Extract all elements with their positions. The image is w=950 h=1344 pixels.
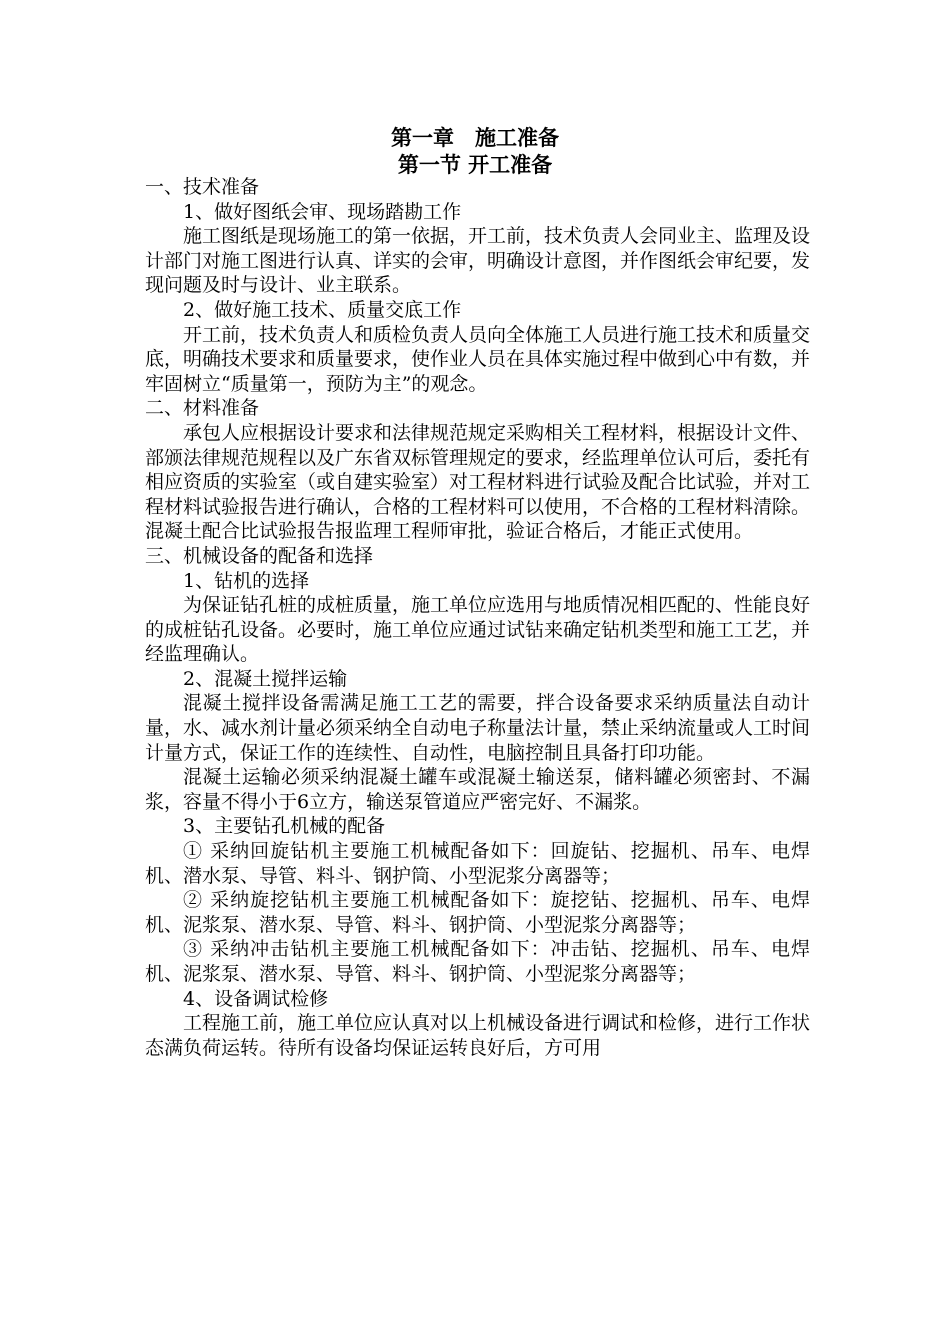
body-text [145, 175, 810, 1060]
body-paragraph: 2、做好施工技术、质量交底工作 [183, 298, 462, 321]
body-paragraph: 为保证钻孔桩的成桩质量，施工单位应选用与地质情况相匹配的、性能良好的成桩钻孔设备。必要时，施工单位应通过试钻来确定钻机类型和施工工艺，并经监理确认。 [145, 594, 811, 666]
body-paragraph: 1、做好图纸会审、现场踏勘工作 [183, 200, 462, 223]
body-paragraph: ② 采纳旋挖钻机主要施工机械配备如下：旋挖钻、挖掘机、吊车、电焊机、泥浆泵、潜水泵、导管、料斗、钢护筒、小型泥浆分离器等； [145, 889, 810, 936]
body-paragraph: 承包人应根据设计要求和法律规范规定采购相关工程材料，根据设计文件、部颁法律规范规程以及广东省双标管理规定的要求，经监理单位认可后，委托有相应资质的实验室（或自建实验室）对工程材料进行试验及配合比试验，并对工程材料试验报告进行确认，合格的工程材料可以使用，不合格的工程材料清除。混凝土配合比试验报告报监理工程师审批，验证合格后，才能正式使用。 [145, 421, 811, 543]
body-paragraph: ① 采纳回旋钻机主要施工机械配备如下：回旋钻、挖掘机、吊车、电焊机、潜水泵、导管、料斗、钢护筒、小型泥浆分离器等； [145, 840, 810, 887]
body-paragraph: 1、钻机的选择 [183, 569, 310, 592]
body-paragraph: ③ 采纳冲击钻机主要施工机械配备如下：冲击钻、挖掘机、吊车、电焊机、泥浆泵、潜水泵、导管、料斗、钢护筒、小型泥浆分离器等； [145, 938, 810, 985]
body-paragraph: 工程施工前，施工单位应认真对以上机械设备进行调试和检修，进行工作状态满负荷运转。待所有设备均保证运转良好后，方可用 [145, 1012, 811, 1059]
title-block [0, 124, 950, 178]
body-paragraph: 混凝土搅拌设备需满足施工工艺的需要，拌合设备要求采纳质量法自动计量，水、减水剂计量必须采纳全自动电子称量法计量，禁止采纳流量或人工时间计量方式，保证工作的连续性、自动性，电脑控制且具备打印功能。 [145, 692, 811, 764]
section-heading: 三、机械设备的配备和选择 [145, 544, 374, 567]
section-title: 第一节 开工准备 [397, 152, 553, 177]
section-heading: 二、材料准备 [145, 397, 260, 420]
body-paragraph: 开工前，技术负责人和质检负责人员向全体施工人员进行施工技术和质量交底，明确技术要求和质量要求，使作业人员在具体实施过程中做到心中有数，并牢固树立“质量第一，预防为主”的观念。 [145, 323, 811, 395]
body-paragraph: 施工图纸是现场施工的第一依据，开工前，技术负责人会同业主、监理及设计部门对施工图进行认真、详实的会审，明确设计意图，并作图纸会审纪要，发现问题及时与设计、业主联系。 [145, 225, 811, 297]
body-paragraph: 混凝土运输必须采纳混凝土罐车或混凝土输送泵，储料罐必须密封、不漏浆，容量不得小于6立方，输送泵管道应严密完好、不漏浆。 [145, 766, 810, 813]
body-paragraph: 3、主要钻孔机械的配备 [183, 815, 386, 838]
chapter-title: 第一章 施工准备 [391, 125, 559, 150]
body-paragraph: 4、设备调试检修 [183, 987, 329, 1010]
body-paragraph: 2、混凝土搅拌运输 [183, 667, 348, 690]
section-heading: 一、技术准备 [145, 176, 260, 198]
